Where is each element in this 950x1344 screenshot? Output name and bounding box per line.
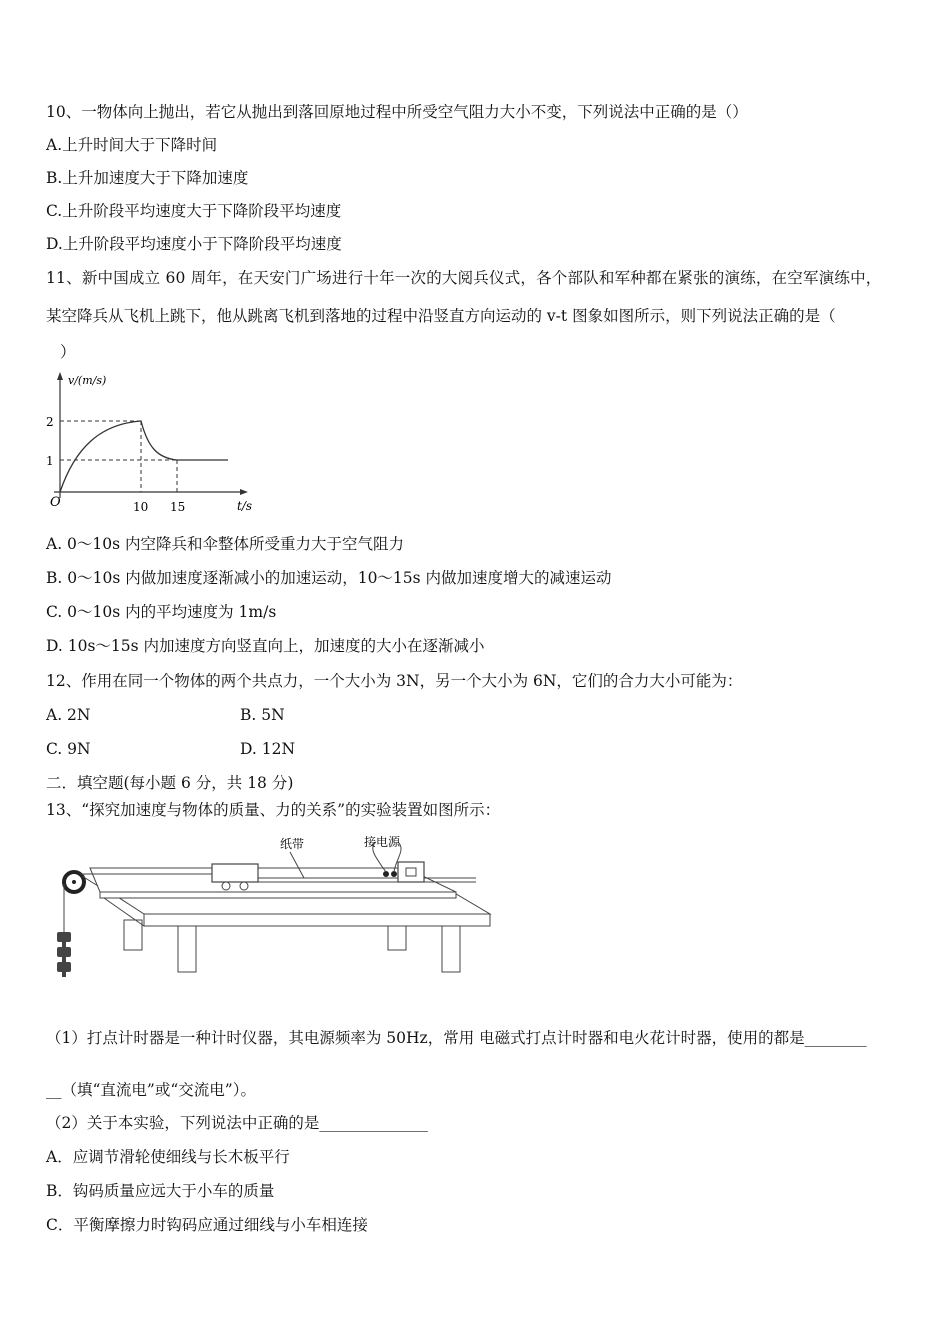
- q10-stem: 10、一物体向上抛出，若它从抛出到落回原地过程中所受空气阻力大小不变，下列说法中正确的是（）: [46, 103, 748, 121]
- q10-option-a: A.上升时间大于下降时间: [46, 136, 218, 154]
- experiment-apparatus: [46, 828, 496, 988]
- table-leg: [178, 926, 196, 972]
- vt-graph-xtick-10: 10: [133, 500, 149, 514]
- hook-weight: [57, 962, 71, 972]
- q11-stem-line1: 11、新中国成立 60 周年，在天安门广场进行十年一次的大阅兵仪式，各个部队和军种都在紧张的演练，在空军演练中，: [46, 269, 882, 287]
- q13-part1-line1: （1）打点计时器是一种计时仪器，其电源频率为 50Hz，常用 电磁式打点计时器和电火花计时器，使用的都是________: [46, 1029, 867, 1047]
- vt-graph-curve: [60, 421, 228, 492]
- q12-option-c: C. 9N: [46, 740, 91, 758]
- q12-option-d: D. 12N: [240, 740, 296, 758]
- q13-option-b: B．钩码质量应远大于小车的质量: [46, 1182, 275, 1200]
- vt-graph-y-label: v/(m/s): [68, 374, 107, 387]
- q13-part2: （2）关于本实验，下列说法中正确的是______________: [46, 1114, 428, 1132]
- section2-heading: 二．填空题(每小题 6 分，共 18 分): [46, 774, 294, 792]
- q13-part1-line2: __（填“直流电”或“交流电”）。: [46, 1081, 256, 1099]
- vt-graph-ytick-1: 1: [46, 454, 54, 468]
- q12-option-a: A. 2N: [46, 706, 91, 724]
- q11-option-a: A. 0～10s 内空降兵和伞整体所受重力大于空气阻力: [46, 535, 405, 553]
- label-tape: 纸带: [280, 837, 305, 851]
- hook-weight: [57, 932, 71, 942]
- vt-graph-ytick-2: 2: [46, 415, 54, 429]
- q13-option-a: A．应调节滑轮使细线与长木板平行: [46, 1148, 290, 1166]
- q10-option-d: D.上升阶段平均速度小于下降阶段平均速度: [46, 235, 342, 253]
- vt-graph-y-arrow: [57, 372, 63, 380]
- q11-stem-line2: 某空降兵从飞机上跳下，他从跳离飞机到落地的过程中沿竖直方向运动的 v-t 图象如图所示，则下列说法正确的是（: [46, 307, 836, 325]
- vt-graph-xtick-15: 15: [170, 500, 186, 514]
- vt-graph-origin-label: O: [50, 495, 61, 510]
- vt-graph-x-arrow: [240, 489, 248, 495]
- q11-option-b: B. 0～10s 内做加速度逐渐减小的加速运动，10～15s 内做加速度增大的减速运动: [46, 569, 612, 587]
- q12-stem: 12、作用在同一个物体的两个共点力，一个大小为 3N，另一个大小为 6N，它们的合力大小可能为：: [46, 672, 743, 690]
- hook-weight: [57, 947, 71, 957]
- q10-option-c: C.上升阶段平均速度大于下降阶段平均速度: [46, 202, 342, 220]
- q11-option-c: C. 0～10s 内的平均速度为 1m/s: [46, 603, 277, 621]
- label-power: 接电源: [364, 835, 401, 849]
- q11-stem-line3: ）: [60, 343, 76, 361]
- q13-stem: 13、“探究加速度与物体的质量、力的关系”的实验装置如图所示：: [46, 801, 501, 819]
- vt-graph: [40, 368, 260, 520]
- table-leg: [442, 926, 460, 972]
- q12-option-b: B. 5N: [240, 706, 285, 724]
- q13-option-c: C．平衡摩擦力时钩码应通过细线与小车相连接: [46, 1216, 368, 1234]
- cart: [212, 864, 258, 882]
- q11-option-d: D. 10s～15s 内加速度方向竖直向上，加速度的大小在逐渐减小: [46, 637, 485, 655]
- vt-graph-x-label: t/s: [237, 499, 253, 513]
- table-leg: [124, 920, 142, 950]
- table-top-front: [144, 914, 490, 926]
- q10-option-b: B.上升加速度大于下降加速度: [46, 169, 249, 187]
